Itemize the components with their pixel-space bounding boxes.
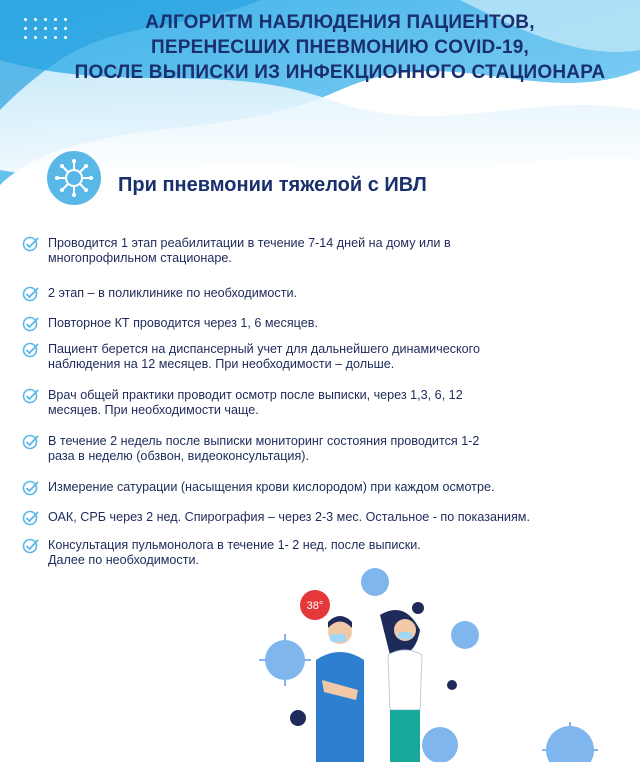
svg-text:38°: 38° [306,600,324,612]
woman-figure [380,610,422,762]
list-item: Консультация пульмонолога в течение 1- 2 нед. после выписки. Далее по необходимости. [22,538,640,568]
list-item: ОАК, СРБ через 2 нед. Спирография – через 2-3 мес. Остальное - по показаниям. [22,510,640,525]
check-icon [22,342,40,358]
list-item: В течение 2 недель после выписки мониторинг состояния проводится 1-2 раза в неделю (обзвон, видеоконсультация). [22,434,640,464]
check-icon [22,316,40,332]
check-icon [22,538,40,554]
virus-icon [46,150,102,206]
title-line-1: АЛГОРИТМ НАБЛЮДЕНИЯ ПАЦИЕНТОВ, [145,12,535,33]
title-line-3: ПОСЛЕ ВЫПИСКИ ИЗ ИНФЕКЦИОННОГО СТАЦИОНАРА [74,62,606,83]
list-item: Проводится 1 этап реабилитации в течение 7-14 дней на дому или в многопрофильном стационаре. [22,236,640,266]
check-icon [22,286,40,302]
illustration [240,560,640,762]
list-item: Врач общей практики проводит осмотр после выписки, через 1,3, 6, 12 месяцев. При необходимости чаще. [22,388,640,418]
dark-virus-icon [290,602,457,726]
list-item: Измерение сатурации (насыщения крови кислородом) при каждом осмотре. [22,480,640,495]
list-item: Пациент берется на диспансерный учет для дальнейшего динамического наблюдения на 12 месяцев. При необходимости – дольше. [22,342,640,372]
list-item: Повторное КТ проводится через 1, 6 месяцев. [22,316,640,331]
check-icon [22,434,40,450]
section-title: При пневмонии тяжелой с ИВЛ [118,174,427,196]
page-title [60,10,620,85]
list-item: 2 этап – в поликлинике по необходимости. [22,286,640,301]
check-icon [22,480,40,496]
title-line-2: ПЕРЕНЕСШИХ ПНЕВМОНИЮ COVID-19, [150,37,530,58]
check-icon [22,510,40,526]
check-icon [22,236,40,252]
thermometer-bubble [300,590,330,620]
man-figure [316,616,364,762]
check-icon [22,388,40,404]
